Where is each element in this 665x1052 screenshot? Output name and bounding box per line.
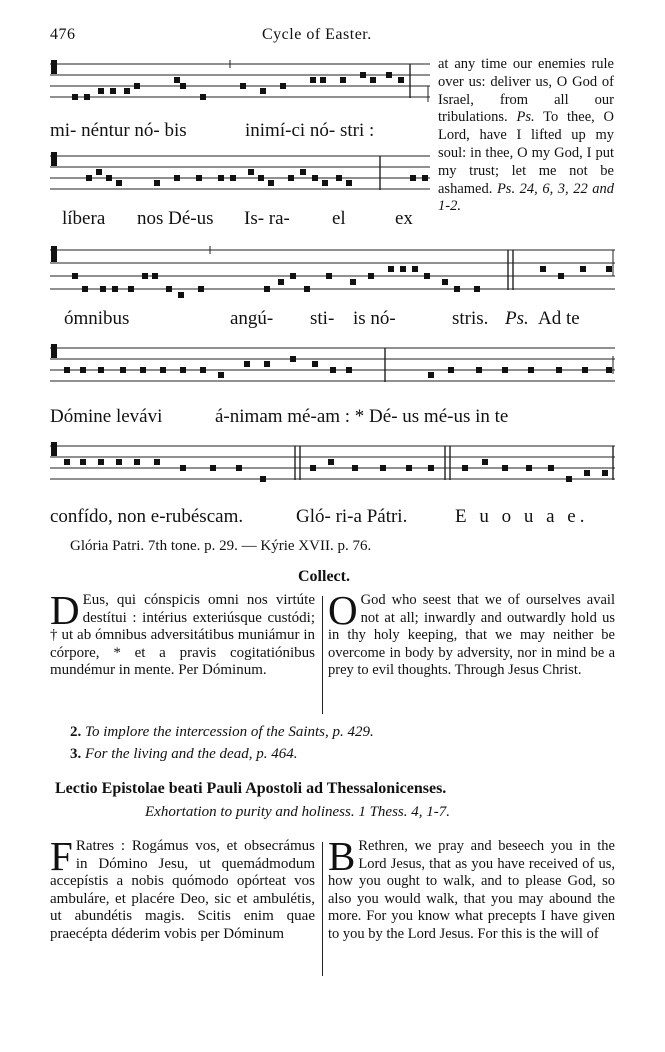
- lyric-line-2e: ex: [395, 208, 413, 229]
- lectio-subtitle-text: Exhortation to purity and holiness.: [145, 804, 355, 820]
- running-title: Cycle of Easter.: [262, 26, 372, 43]
- note-3: [70, 746, 297, 763]
- note-2-page: p. 429.: [332, 724, 374, 740]
- collect-latin: [50, 587, 315, 680]
- lectio-latin-initial: F: [50, 833, 73, 879]
- gloria-note: Glória Patri. 7th tone. p. 29. — Kýrie XVII. p. 76.: [70, 538, 372, 554]
- lyric-line-3b: angú-: [230, 308, 274, 329]
- chant-staff-1: [50, 58, 430, 108]
- lectio-latin-text: Ratres : Rogámus vos, et obsecrámus in Dómino Jesu, ut quemádmodum accepístis a nobis quómodo opórteat vos ambuláre, et placére Deo, sic et ambulétis, ut abundétis magis. Scitis enim quae praecépta déderim vobis per Dóminum: [50, 838, 315, 942]
- lyric-line-3f: Ps.: [505, 308, 529, 329]
- column-divider-1: [322, 596, 323, 714]
- collect-english-initial: O: [328, 587, 358, 633]
- lyric-line-5a: confído, non e-rubéscam.: [50, 506, 244, 527]
- lectio-english: [328, 833, 615, 944]
- lyric-line-1b: inimí-ci nó- stri :: [245, 120, 375, 141]
- collect-heading: Collect.: [298, 568, 350, 585]
- lyric-line-5b: Gló- ri-a Pátri.: [296, 506, 408, 527]
- lectio-heading: Lectio Epistolae beati Pauli Apostoli ad Thessalonicenses.: [55, 780, 447, 797]
- translation-ps-label: Ps.: [516, 109, 535, 126]
- lectio-english-text: Rethren, we pray and beseech you in the Lord Jesus, that as you have received of us, how you ought to walk, and to please God, so also you would walk, that you may abound the more. For you know what precepts I have given to you by the Lord Jesus. For this is the will of: [328, 838, 615, 942]
- chant-staff-3: [50, 244, 615, 300]
- note-2-text: To implore the intercession of the Saints,: [85, 724, 329, 740]
- note-2: [70, 724, 374, 741]
- lyric-line-3a: ómnibus: [64, 308, 130, 329]
- collect-latin-initial: D: [50, 587, 80, 633]
- lyric-line-2a: líbera: [62, 208, 106, 229]
- collect-english: [328, 587, 615, 680]
- page-number: 476: [50, 26, 76, 43]
- lyric-line-3c: sti-: [310, 308, 335, 329]
- note-3-number: 3.: [70, 746, 82, 762]
- lectio-english-initial: B: [328, 833, 356, 879]
- lectio-subtitle: [145, 804, 450, 821]
- lyric-line-1a: mi- néntur nó- bis: [50, 120, 187, 141]
- collect-latin-text: Eus, qui cónspicis omni nos virtúte destítui : intérius exteriúsque custódi; † ut ab ómnibus adversitátibus muniámur in córpore, * et a pravis cogitatiónibus mundémur in mente. Per Dóminum.: [50, 592, 315, 679]
- translation-reference: Ps. 24, 6, 3, 22 and 1-2.: [438, 180, 615, 215]
- chant-staff-5: [50, 440, 615, 490]
- chant-staff-4: [50, 342, 615, 392]
- lyric-line-2d: el: [332, 208, 346, 229]
- collect-english-text: God who seest that we of ourselves avail not at all; inwardly and outwardly hold us in thy holy keeping, that we may neither be overcome in body by adversity, nor in mind be a prey to evil thoughts. Through Jesus Christ.: [328, 592, 615, 679]
- translation-text: at any time our enemies rule over us: deliver us, O God of Israel, from all our tribulations.: [438, 56, 614, 126]
- lyric-line-3g: Ad te: [538, 308, 580, 329]
- translation-psalm: To thee, O Lord, have I lifted up my soul: in thee, O my God, I put my trust; let me not be ashamed.: [438, 109, 614, 197]
- lyric-line-4a: Dómine levávi: [50, 406, 163, 427]
- chant-translation: [438, 56, 614, 216]
- note-3-text: For the living and the dead,: [85, 746, 253, 762]
- lectio-latin: [50, 833, 315, 944]
- lyric-line-4b: á-nimam mé-am : * Dé- us mé-us in te: [215, 406, 509, 427]
- lyric-line-3d: is nó-: [353, 308, 396, 329]
- lyric-line-2b: nos Dé-us: [137, 208, 214, 229]
- lyric-line-5c: E u o u a e.: [455, 506, 589, 527]
- note-3-page: p. 464.: [256, 746, 298, 762]
- column-divider-2: [322, 842, 323, 976]
- chant-staff-2: [50, 150, 430, 200]
- lectio-subtitle-ref: 1 Thess. 4, 1-7.: [358, 804, 450, 820]
- lyric-line-2c: Is- ra-: [244, 208, 290, 229]
- lyric-line-3e: stris.: [452, 308, 489, 329]
- note-2-number: 2.: [70, 724, 82, 740]
